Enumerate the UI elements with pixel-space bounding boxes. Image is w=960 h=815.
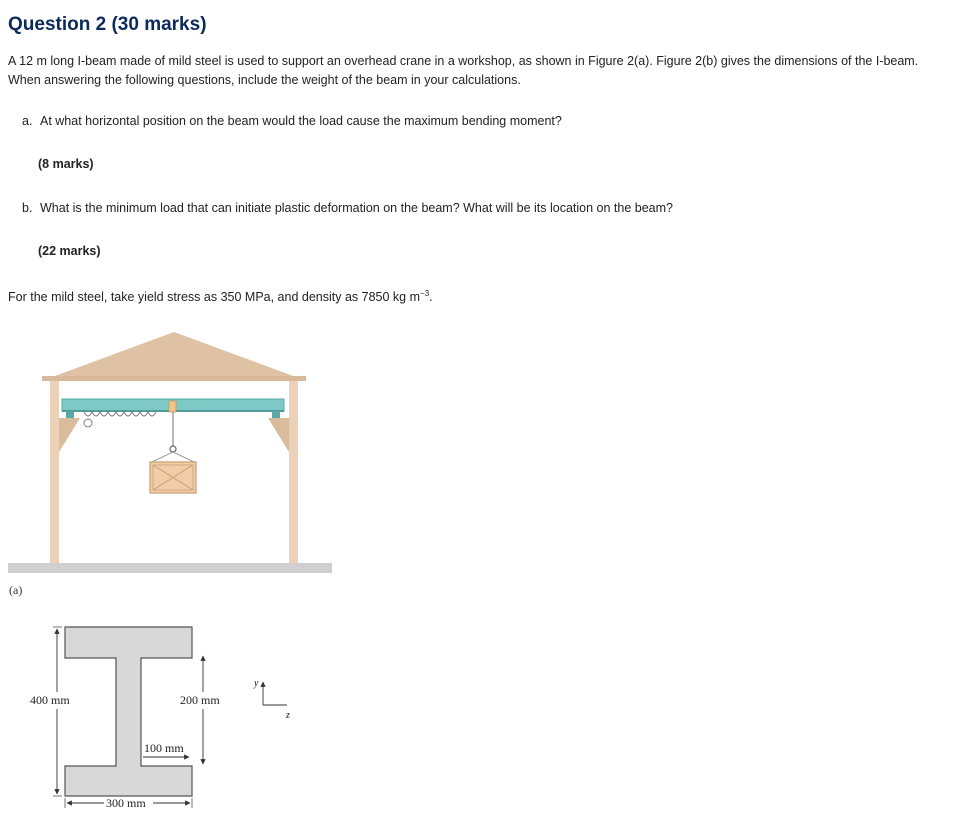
left-column <box>50 381 59 563</box>
figure-b-ibeam-section <box>0 612 320 815</box>
material-text: For the mild steel, take yield stress as 350 MPa, and density as 7850 kg m <box>8 290 421 305</box>
part-a-text: At what horizontal position on the beam would the load cause the maximum bending moment? <box>40 114 562 128</box>
dim-web-height-label: 200 mm <box>180 693 220 707</box>
part-a-marks: (8 marks) <box>38 157 94 171</box>
figure-a-label: (a) <box>9 583 23 597</box>
part-a-letter: a. <box>22 114 33 128</box>
density-exponent: −3 <box>420 289 430 298</box>
dim-height-label: 400 mm <box>30 693 70 707</box>
part-b-text: What is the minimum load that can initiate plastic deformation on the beam? What will be its location on the beam? <box>40 201 673 215</box>
part-b-letter: b. <box>22 201 33 215</box>
ground <box>8 563 332 573</box>
sling-right <box>173 452 194 462</box>
question-title: Question 2 (30 marks) <box>8 14 207 35</box>
trolley <box>169 401 176 412</box>
roof-eave <box>42 376 306 381</box>
left-end-truck <box>66 411 74 418</box>
dim-flange-width-label: 300 mm <box>106 796 146 810</box>
ibeam-cross-section <box>65 627 192 796</box>
axis-z-label: z <box>286 710 290 721</box>
right-end-truck <box>272 411 280 418</box>
right-column <box>289 381 298 563</box>
hook-icon <box>170 446 176 452</box>
control-pendant-icon <box>84 419 92 427</box>
material-properties <box>8 289 433 304</box>
roof <box>44 332 304 380</box>
part-a <box>22 114 562 128</box>
right-bracket <box>268 418 289 452</box>
part-b <box>22 201 673 215</box>
part-b-marks: (22 marks) <box>38 244 101 258</box>
dim-web-thickness-label: 100 mm <box>144 741 184 755</box>
sling-left <box>152 452 173 462</box>
festoon-cable <box>84 412 156 416</box>
left-bracket <box>59 418 80 452</box>
material-end: . <box>429 290 433 305</box>
figure-a-crane-workshop <box>0 322 340 607</box>
axis-y-label: y <box>254 678 259 689</box>
question-intro: A 12 m long I-beam made of mild steel is used to support an overhead crane in a workshop, as shown in Figure 2(a). Figure 2(b) gives the dimensions of the I-beam. When answering the following questions, include the weight of the beam in your calculations. <box>8 54 919 87</box>
